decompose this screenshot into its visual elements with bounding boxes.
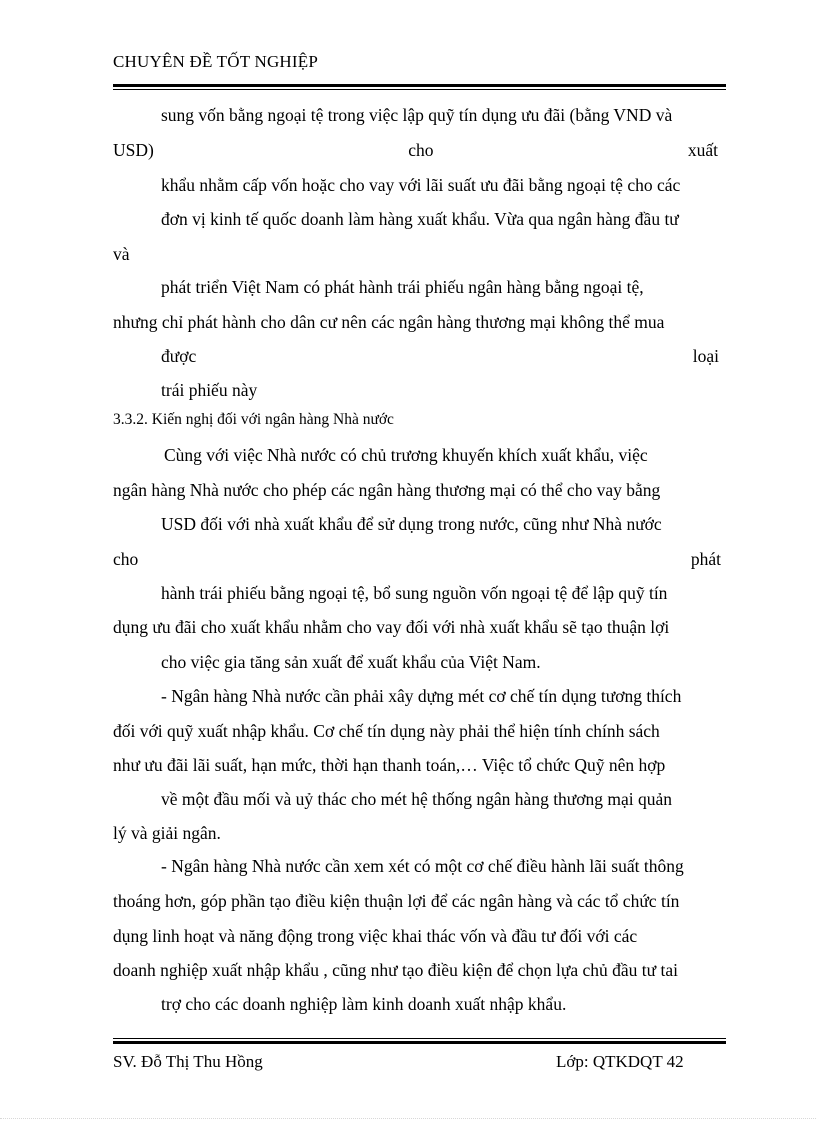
text-line [161, 105, 726, 125]
text-segment: sung vốn bằng ngoại tệ trong việc lập quỹ tín dụng ưu đãi (bằng VND và [161, 105, 673, 125]
text-line: doanh nghiệp xuất nhập khẩu , cũng như tạo điều kiện để chọn lựa chủ đầu tư tai [113, 960, 678, 980]
header-divider [113, 84, 726, 90]
text-line: Cùng với việc Nhà nước có chủ trương khuyến khích xuất khẩu, việc [164, 445, 648, 465]
text-line: đơn vị kinh tế quốc doanh làm hàng xuất khẩu. Vừa qua ngân hàng đầu tư [161, 209, 679, 229]
text-line: dụng ưu đãi cho xuất khẩu nhằm cho vay đối với nhà xuất khẩu sẽ tạo thuận lợi [113, 617, 670, 637]
footer-student-name: SV. Đỗ Thị Thu Hồng [113, 1052, 263, 1071]
page-edge [0, 1118, 816, 1119]
text-line: trợ cho các doanh nghiệp làm kinh doanh xuất nhập khẩu. [161, 994, 567, 1014]
text-line: thoáng hơn, góp phần tạo điều kiện thuận lợi để các ngân hàng và các tổ chức tín [113, 891, 680, 911]
text-line: đối với quỹ xuất nhập khẩu. Cơ chế tín dụng này phải thể hiện tính chính sách [113, 721, 660, 741]
text-line [161, 346, 719, 366]
text-segment: cho [113, 549, 139, 569]
text-segment: phát [690, 549, 721, 569]
text-line: trái phiếu này [161, 380, 258, 400]
text-line: lý và giải ngân. [113, 823, 221, 843]
text-segment: USD) [113, 140, 154, 160]
text-line: như ưu đãi lãi suất, hạn mức, thời hạn thanh toán,… Việc tổ chức Quỹ nên hợp [113, 755, 666, 775]
footer-class: Lớp: QTKDQT 42 [556, 1052, 684, 1071]
text-segment: cho việc gia tăng sản xuất để xuất khẩu của Việt Nam. [161, 652, 541, 672]
header-title: CHUYÊN ĐỀ TỐT NGHIỆP [113, 52, 319, 71]
text-line: - Ngân hàng Nhà nước cần phải xây dựng mét cơ chế tín dụng tương thích [161, 686, 682, 706]
text-line: USD đối với nhà xuất khẩu để sử dụng trong nước, cũng như Nhà nước [161, 514, 662, 534]
text-segment: cho [408, 140, 434, 160]
text-line [113, 549, 721, 569]
text-line: nhưng chỉ phát hành cho dân cư nên các ngân hàng thương mại không thể mua [113, 312, 665, 332]
text-line: khẩu nhằm cấp vốn hoặc cho vay với lãi suất ưu đãi bằng ngoại tệ cho các [161, 175, 681, 195]
section-heading: 3.3.2. Kiến nghị đối với ngân hàng Nhà nước [113, 411, 394, 428]
text-line [161, 652, 719, 672]
text-line: về một đầu mối và uỷ thác cho mét hệ thống ngân hàng thương mại quản [161, 789, 673, 809]
text-line: và [113, 244, 130, 264]
text-line [113, 140, 718, 160]
text-line: - Ngân hàng Nhà nước cần xem xét có một cơ chế điều hành lãi suất thông [161, 856, 684, 876]
text-segment: xuất [687, 140, 718, 160]
text-line: hành trái phiếu bằng ngoại tệ, bổ sung nguồn vốn ngoại tệ để lập quỹ tín [161, 583, 668, 603]
text-segment: được [161, 346, 197, 366]
text-segment: loại [692, 346, 719, 366]
text-line: phát triển Việt Nam có phát hành trái phiếu ngân hàng bằng ngoại tệ, [161, 277, 644, 297]
text-line: ngân hàng Nhà nước cho phép các ngân hàng thương mại có thể cho vay bằng [113, 480, 661, 500]
footer-divider [113, 1038, 726, 1044]
text-line: dụng linh hoạt và năng động trong việc khai thác vốn và đầu tư đối với các [113, 926, 638, 946]
